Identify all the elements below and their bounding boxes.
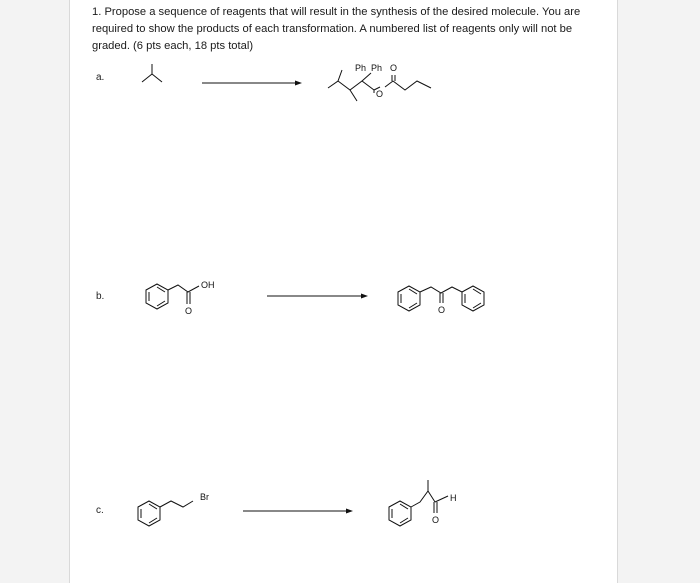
reaction-schemes [70, 0, 617, 583]
product-a-ester-o: O [376, 89, 384, 99]
part-c-label: c. [96, 505, 104, 516]
document-page [69, 0, 618, 583]
part-a-starting-material [142, 64, 162, 82]
part-a-label: a. [96, 72, 105, 83]
part-b-product [398, 286, 484, 315]
start-b-oh: OH [201, 280, 215, 290]
start-b-carbonyl-o: O [185, 306, 193, 316]
part-a-product [328, 63, 431, 101]
part-c-product [389, 480, 457, 526]
product-a-ph-2: Ph [371, 63, 383, 73]
product-a-carbonyl-o: O [390, 63, 398, 73]
part-b-label: b. [96, 291, 105, 302]
question-text: 1. Propose a sequence of reagents that will result in the synthesis of the desired molecule. You are required to show the products of each transformation. A numbered list of reagents only will not be graded. (6 pts each, 18 pts total) [92, 6, 581, 52]
part-b-starting-material [146, 280, 215, 316]
product-c-carbonyl-o: O [432, 515, 440, 525]
part-b-reaction-arrow [267, 294, 368, 299]
part-a-reaction-arrow [202, 81, 302, 86]
part-c-reaction-arrow [243, 509, 353, 514]
product-b-carbonyl-o: O [438, 305, 446, 315]
product-a-ph-1: Ph [355, 63, 367, 73]
start-c-br: Br [200, 492, 209, 502]
product-c-h: H [450, 493, 457, 503]
part-c-starting-material [138, 492, 209, 526]
